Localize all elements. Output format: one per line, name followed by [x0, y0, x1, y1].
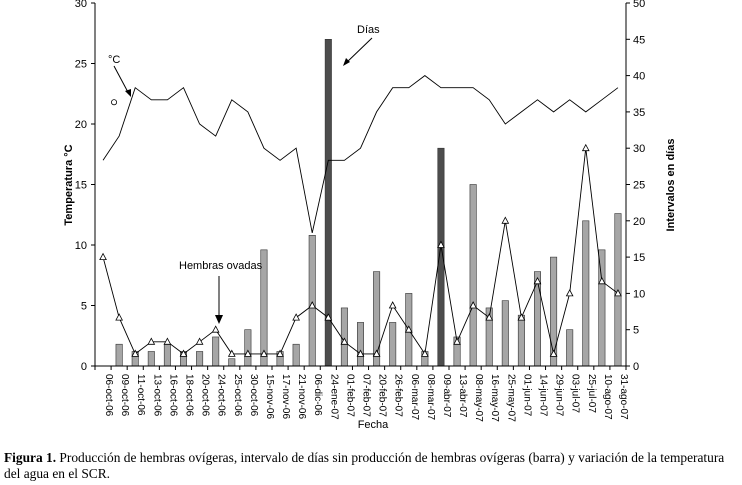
x-tick-label: 30-oct-06: [247, 374, 259, 417]
y-tick-label-left: 15: [74, 179, 87, 192]
annotation-hembras-arrowhead: [215, 315, 223, 324]
y-tick-label-right: 40: [633, 70, 646, 83]
y-tick-label-right: 0: [633, 361, 640, 373]
x-tick-label: 10-ago-07: [601, 374, 613, 420]
caption-label: Figura 1.: [4, 450, 57, 465]
y-tick-label-left: 10: [74, 240, 87, 252]
bar: [293, 344, 299, 366]
x-tick-label: 21-nov-06: [296, 374, 308, 420]
hembras-point: [389, 302, 395, 308]
x-tick-label: 11-oct-06: [135, 374, 147, 416]
bar: [357, 322, 363, 366]
x-tick-label: 01-jun-07: [521, 374, 533, 417]
y-tick-label-right: 20: [633, 215, 646, 228]
x-tick-label: 01-feb-07: [344, 374, 356, 417]
y-tick-label-right: 5: [633, 324, 640, 337]
bar: [389, 322, 395, 366]
temperature-marker: [111, 100, 116, 105]
x-tick-label: 08-mar-07: [424, 374, 436, 421]
x-tick-label: 26-feb-07: [392, 374, 404, 417]
annotation-hembras: Hembras ovadas: [179, 260, 263, 272]
bar: [502, 301, 508, 366]
y-tick-label-left: 30: [74, 0, 87, 10]
x-tick-label: 16-may-07: [489, 374, 501, 422]
line-series-temperature: [103, 76, 618, 233]
y-tick-label-right: 35: [633, 106, 646, 119]
temperature-line: [103, 76, 618, 233]
hembras-point: [293, 314, 299, 320]
bar: [245, 330, 251, 366]
x-tick-label: 06-dic-06: [312, 374, 324, 416]
bar: [164, 344, 170, 366]
bar: [116, 344, 122, 366]
hembras-point: [212, 326, 218, 332]
x-tick-label: 09-abr-07: [440, 374, 452, 418]
x-tick-label: 25-jul-07: [585, 374, 597, 413]
x-tick-label: 16-oct-06: [167, 374, 179, 417]
x-tick-label: 25-oct-06: [231, 374, 243, 417]
x-tick-label: 20-oct-06: [199, 374, 211, 417]
y-tick-label-right: 15: [633, 252, 646, 265]
bar: [518, 315, 524, 366]
bar: [229, 359, 235, 366]
annotation-dias-arrow: [345, 38, 372, 64]
bar: [341, 308, 347, 366]
hembras-point: [502, 217, 508, 223]
annotation-celsius: °C: [108, 54, 121, 66]
figure-caption: [4, 450, 740, 482]
x-tick-label: 24-oct-06: [215, 374, 227, 417]
y-tick-label-left: 25: [74, 58, 87, 71]
bar: [212, 337, 218, 366]
bar: [583, 221, 589, 366]
bar: [148, 351, 154, 366]
x-tick-label: 07-feb-07: [360, 374, 372, 417]
x-tick-label: 29-jun-07: [553, 374, 565, 417]
y-axis-label-right: Intervalos en días: [665, 138, 677, 232]
x-tick-label: 08-may-07: [473, 374, 485, 422]
x-tick-label: 31-ago-07: [617, 374, 629, 420]
y-tick-label-right: 30: [633, 143, 646, 156]
x-tick-label: 14-jun-07: [537, 374, 549, 417]
x-tick-label: 15-nov-06: [263, 374, 275, 420]
hembras-point: [566, 290, 572, 296]
bar: [470, 185, 476, 367]
hembras-point: [196, 338, 202, 344]
x-tick-label: 25-may-07: [505, 374, 517, 422]
y-axis-label-left: Temperatura °C: [63, 144, 75, 226]
hembras-point: [164, 338, 170, 344]
annotation-celsius-arrowhead: [125, 89, 131, 97]
bar: [196, 351, 202, 366]
x-tick-label: 06-mar-07: [408, 374, 420, 421]
annotation-celsius-arrow: [114, 66, 129, 94]
hembras-point: [148, 338, 154, 344]
x-tick-label: 18-oct-06: [183, 374, 195, 417]
y-tick-label-left: 20: [74, 119, 87, 131]
bar: [566, 330, 572, 366]
y-tick-label-right: 50: [633, 0, 646, 10]
annotations: [108, 24, 380, 324]
bar: [599, 250, 605, 366]
y-tick-label-left: 0: [80, 361, 87, 373]
x-tick-label: 09-oct-06: [119, 374, 131, 417]
bar: [309, 235, 315, 366]
x-tick-label: 13-oct-06: [151, 374, 163, 417]
x-tick-label: 17-nov-06: [280, 374, 292, 420]
annotation-dias-arrowhead: [343, 58, 350, 66]
hembras-point: [116, 314, 122, 320]
x-axis-label: Fecha: [357, 419, 389, 431]
x-tick-label: 24-ene-07: [328, 374, 340, 420]
x-tick-label: 06-oct-06: [103, 374, 115, 417]
hembras-point: [100, 254, 106, 260]
x-tick-label: 03-jul-07: [569, 374, 581, 413]
caption-text: Producción de hembras ovígeras, intervalo de días sin producción de hembras ovígeras (barra) y variación de la temperatura del agua en el SCR.: [4, 450, 725, 481]
x-tick-label: 20-feb-07: [376, 374, 388, 417]
y-tick-label-right: 45: [633, 34, 646, 47]
annotation-dias: Días: [357, 24, 380, 36]
y-tick-label-right: 25: [633, 179, 646, 192]
y-tick-label-right: 10: [633, 288, 646, 301]
x-tick-label: 13-abr-07: [457, 374, 469, 418]
hembras-point: [583, 145, 589, 151]
y-tick-label-left: 5: [80, 300, 87, 313]
